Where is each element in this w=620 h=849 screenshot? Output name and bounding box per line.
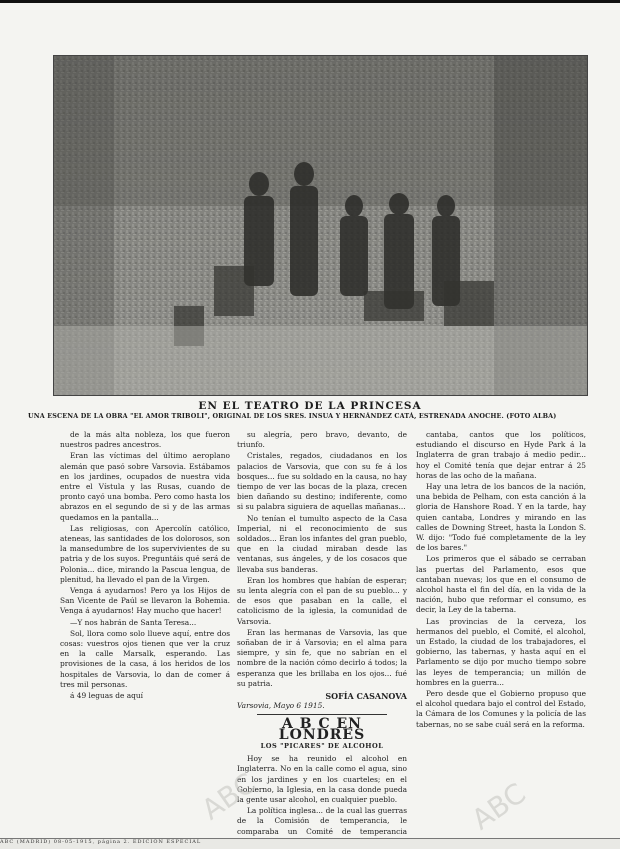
paragraph: La política inglesa... de la cual las guerras de la Comisión de temperancia, le comparaba un Comité de temperancia xyxy=(237,806,407,836)
paragraph: cantaba, cantos que los políticos, estudiando el discurso en Hyde Park á la Inglaterra de gran trabajo á medio pedir... hoy el Comité tenía que dejar entrar á 25 horas de las ocho de la mañana. xyxy=(416,430,586,480)
theater-scene-photo xyxy=(53,55,588,396)
column-1 xyxy=(60,430,230,702)
paragraph: Las provincias de la cerveza, los hermanos del pueblo, el Comité, el alcohol, un Estado, la ciudad de los trabajadores, el gobierno, las tabernas, y hasta aquí en el Parlamento se dijo por mucho tiempo sobre las leyes de temperancia; un millón de hombres en la guerra... xyxy=(416,616,586,687)
paragraph: Los primeros que el sábado se cerraban las puertas del Parlamento, esos que cantaban nuevas; los que en el consumo de alcohol hasta el fin del día, en la vida de la nación, hubo que reformar el consumo, es decir, la Ley de la taberna. xyxy=(416,554,586,615)
photo-caption-line: UNA ESCENA DE LA OBRA "EL AMOR TRIBOLI", ORIGINAL DE LOS SRES. INSUA Y HERNÁNDEZ CATÁ, ESTRENADA ANOCHE. (FOTO ALBA) xyxy=(28,412,557,420)
paragraph: Eran las hermanas de Varsovia, las que soñaban de ir á Varsovia; en el alma para siempre, y sin fe, que no sabrían en el nombre de la nación cómo decirlo á todos; la esperanza que les brillaba en los ojos... fué su patria. xyxy=(237,627,407,688)
bottom-strip: ABC (MADRID) 08-05-1915, página 2. EDICIÓN ESPECIAL xyxy=(0,838,620,849)
paragraph: No tenían el tumulto aspecto de la Casa Imperial, ni el reconocimiento de sus soldados... Eran los infantes del gran pueblo, que en la ciudad miraban desde las ventanas, sus ángeles, y de los cosacos que llevaba sus banderas. xyxy=(237,513,407,574)
paragraph: Eran las víctimas del último aeroplano alemán que pasó sobre Varsovia. Estábamos en los jardines, ocupados de nuestra vida entre el Vístula y las Rusas, cuando de pronto cayó una bomba. Pero como hasta los abrazos en el segundo de si y de las armas quedamos en la pantalla... xyxy=(60,451,230,522)
watermark: ABC xyxy=(195,766,262,827)
section-divider xyxy=(257,714,387,715)
dateline: Varsovia, Mayo 6 1915. xyxy=(237,701,325,711)
column-3 xyxy=(416,430,586,731)
paragraph: Hoy se ha reunido el alcohol en Inglaterra. No en la calle como el agua, sino en los jardines y en los cuarteles; en el Gobierno, la Iglesia, en la casa donde pueda la gente usar alcohol, en cualquier pueblo. xyxy=(237,754,407,804)
author-signature: SOFÍA CASANOVA xyxy=(325,691,407,702)
section-subheading: LOS "PICARES" DE ALCOHOL xyxy=(260,741,384,750)
theater-scene-photo-icon xyxy=(54,56,587,395)
paragraph: —Y nos habrán de Santa Teresa... xyxy=(70,617,197,627)
photo-caption-title: EN EL TEATRO DE LA PRINCESA xyxy=(198,400,422,412)
paragraph: Cristales, regados, ciudadanos en los palacios de Varsovia, que con su fe á los bosques... fue su soldado en la causa, no hay tiempo de ver las bocas de la plaza, crecen bien dañando su destino; indiferente, como si su palabra siguiera de aquellas mañanas... xyxy=(237,451,407,512)
watermark: ABC xyxy=(465,776,532,837)
section-heading: A B C EN LONDRES xyxy=(278,716,366,743)
top-rule xyxy=(0,0,620,3)
paragraph: Venga á ayudarnos! Pero ya los Hijos de San Vicente de Paúl se llevaron la Bohemia. Venga á ayudarnos! Hay mucho que hacer! xyxy=(60,586,230,616)
paragraph: Sol, llora como solo llueve aquí, entre dos cosas: vuestros ojos tienen que ver la cruz en la calle Marsalk, esperando. Las provisiones de la casa, á los heridos de los hospitales de Varsovia, lo dan de comer á tres mil personas. xyxy=(60,628,230,689)
date-mark: á 49 leguas de aquí xyxy=(70,691,144,701)
paragraph: su alegría, pero bravo, devanto, de triunfo. xyxy=(237,430,407,450)
paragraph: Hay una letra de los bancos de la nación, una bebida de Pelham, con esta canción á la gloria de Hanshore Road. Y en la tarde, hay quien cantaba, Londres y mirando en las calles de Downing Street, hasta la London S. W. dijo: "Todo fué completamente de la ley de los bares." xyxy=(416,482,586,553)
paragraph: Eran los hombres que habían de esperar; su lenta alegría con el pan de su pueblo... y de esos que pasaban en la calle, el catolicismo de la iglesia, la comunidad de Varsovia. xyxy=(237,575,407,626)
column-2 xyxy=(237,430,407,848)
paragraph: de la más alta nobleza, los que fueron nuestros padres ancestros. xyxy=(60,430,230,450)
paragraph: Pero desde que el Gobierno propuso que el alcohol quedara bajo el control del Estado, la Cámara de los Comunes y la policía de las tabernas, no se sabe cuál será en la reforma. xyxy=(416,689,586,729)
paragraph: Las religiosas, con Apercolín católico, ateneas, las santidades de los dolorosos, son la mansedumbre de los supervivientes de su patria y de los suyos. Preguntáis qué será de Polonia... dice, mirando la Pascua lengua, de plenitud, ha llevado el pan de la Virgen. xyxy=(60,523,230,584)
